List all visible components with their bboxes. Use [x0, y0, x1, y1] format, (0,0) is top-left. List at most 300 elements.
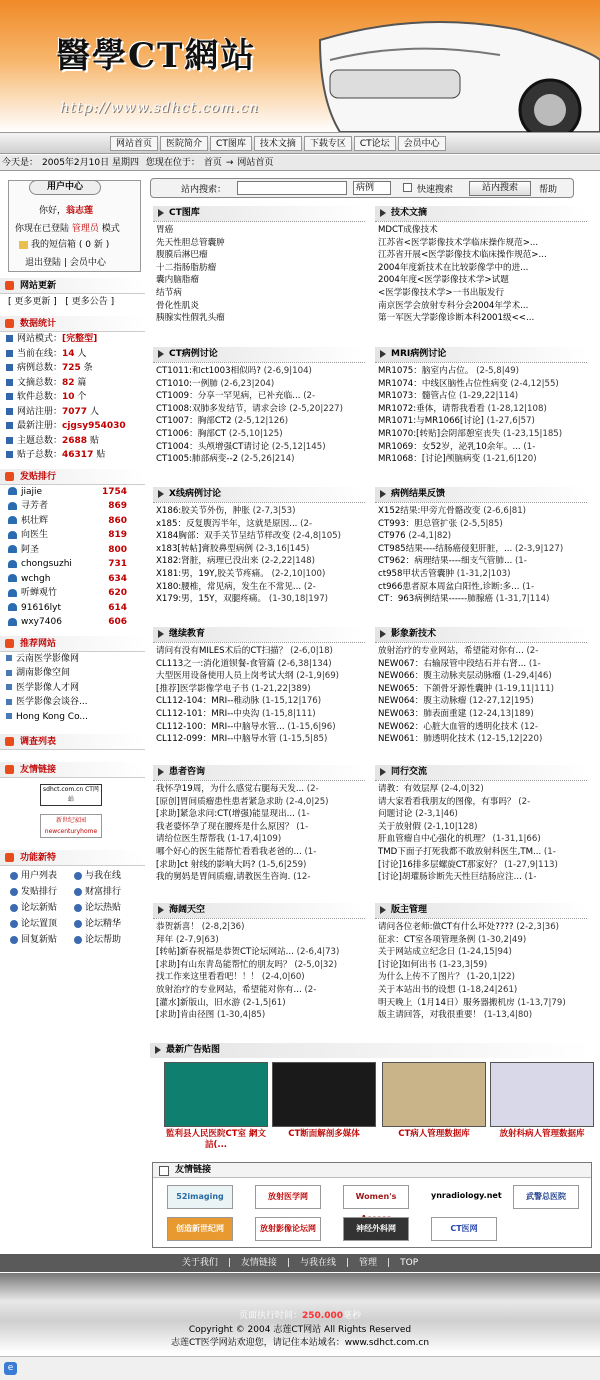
panel-item[interactable]: [153, 237, 365, 250]
panel-item-title[interactable]: CT976: [378, 531, 406, 542]
ad-thumbnail[interactable]: [272, 1062, 376, 1127]
panel-item-title[interactable]: CT1011:和ct1003相似吗?: [156, 366, 261, 376]
panel-item[interactable]: [153, 783, 365, 796]
panel-item[interactable]: [375, 441, 587, 454]
panel-item-title[interactable]: 囊内脑脂瘤: [156, 275, 199, 286]
panel-item[interactable]: [153, 821, 365, 834]
panel-item[interactable]: [375, 530, 587, 543]
ad-item[interactable]: [382, 1062, 486, 1140]
panel-title[interactable]: X线病例讨论: [153, 487, 365, 502]
panel-item-title[interactable]: MR1075：脑室内占位。: [378, 366, 474, 376]
panel-item[interactable]: [153, 249, 365, 262]
panel-item-title[interactable]: CL112-099：MRI--中脑导水管: [156, 734, 277, 745]
panel-item[interactable]: [375, 921, 587, 934]
panel-item-title[interactable]: 为什么上传不了图片？: [378, 972, 464, 983]
panel-title[interactable]: 同行交流: [375, 765, 587, 780]
panel-item-title[interactable]: CT1006：胸部CT: [156, 428, 227, 439]
panel-item[interactable]: [153, 530, 365, 543]
panel-item[interactable]: [153, 555, 365, 568]
panel-item-title[interactable]: 征求：CT室各项管理条例: [378, 934, 476, 945]
panel-item[interactable]: [375, 428, 587, 441]
ranking-user[interactable]: 枳壮辉: [21, 515, 49, 526]
panel-item[interactable]: [153, 365, 365, 378]
panel-item-title[interactable]: 关于放射假: [378, 821, 421, 832]
panel-item[interactable]: [375, 846, 587, 859]
forum-link-text[interactable]: 论坛置顶: [21, 919, 58, 929]
panel-item-title[interactable]: 问题讨论: [378, 809, 413, 820]
panel-item[interactable]: [153, 312, 365, 325]
panel-item-title[interactable]: X181:男，19Y,胶关节疼痛。: [156, 568, 269, 579]
panel-item[interactable]: [153, 984, 365, 997]
panel-item-title[interactable]: 江苏省<医学影像技术学临床操作规范>...: [378, 237, 539, 248]
panel-item[interactable]: [153, 274, 365, 287]
panel-title[interactable]: 继续教育: [153, 627, 365, 642]
panel-item-title[interactable]: 关于网站成立纪念日: [378, 947, 456, 958]
panel-item[interactable]: [375, 505, 587, 518]
panel-item-title[interactable]: 第一军医大学影像诊断本科2001级<<...: [378, 313, 535, 324]
panel-item-title[interactable]: X182:肾脏，病理已没出来: [156, 556, 259, 567]
nav-member[interactable]: 会员中心: [398, 136, 446, 151]
forum-link-text[interactable]: 论坛帮助: [85, 935, 122, 945]
panel-item[interactable]: [375, 670, 587, 683]
panel-item-title[interactable]: NEW067：右输尿管中段结石并右肾...: [378, 658, 527, 669]
panel-item[interactable]: [153, 946, 365, 959]
panel-title[interactable]: 海阔天空: [153, 903, 365, 918]
recommend-link-text[interactable]: 医学影像会谈谷...: [16, 697, 88, 707]
panel-item[interactable]: [375, 695, 587, 708]
friend-logo[interactable]: 创造新世纪网: [167, 1217, 233, 1241]
forum-link[interactable]: [10, 932, 74, 948]
panel-item[interactable]: [375, 390, 587, 403]
panel-item[interactable]: [153, 695, 365, 708]
panel-item-title[interactable]: 骨化性肌炎: [156, 300, 199, 311]
ranking-row[interactable]: [0, 485, 145, 500]
ranking-row[interactable]: [0, 572, 145, 587]
footer-admin-link[interactable]: 管理: [359, 1258, 378, 1268]
panel-item[interactable]: [375, 683, 587, 696]
panel-item[interactable]: [375, 645, 587, 658]
forum-link[interactable]: [74, 884, 138, 900]
friend-logo[interactable]: 放射影像论坛网: [255, 1217, 321, 1241]
panel-item[interactable]: [375, 543, 587, 556]
panel-item-title[interactable]: 南京医学会放射专科分会2004年学术...: [378, 300, 529, 311]
panel-item-title[interactable]: 请大家看看我朋友的图像，有事吗？: [378, 796, 516, 807]
panel-item-title[interactable]: 十二指肠脂肪瘤: [156, 262, 217, 273]
panel-item-title[interactable]: 2004年度新技术在比较影像学中的进...: [378, 262, 529, 273]
logout-link[interactable]: 退出登陆: [25, 258, 62, 268]
panel-item-title[interactable]: 找工作来这里看看吧！！！: [156, 972, 260, 983]
ad-item[interactable]: [272, 1062, 376, 1140]
panel-item[interactable]: [375, 518, 587, 531]
panel-item-title[interactable]: NEW061：肺透明化技术: [378, 734, 475, 745]
panel-item-title[interactable]: 2004年度<医学影像技术学>试题: [378, 275, 509, 286]
panel-item[interactable]: [153, 224, 365, 237]
forum-link[interactable]: [74, 932, 138, 948]
panel-item[interactable]: [153, 833, 365, 846]
panel-item-title[interactable]: MR1074：中线区脑性占位性病变: [378, 378, 508, 389]
nav-hospital[interactable]: 医院简介: [160, 136, 208, 151]
panel-title[interactable]: 技术文摘: [375, 206, 587, 221]
panel-item[interactable]: [153, 846, 365, 859]
panel-item[interactable]: [375, 274, 587, 287]
panel-item[interactable]: [153, 262, 365, 275]
panel-item[interactable]: [153, 1009, 365, 1022]
panel-item-title[interactable]: X179:男，15Y，双腿疼痛。: [156, 594, 267, 605]
panel-item[interactable]: [375, 378, 587, 391]
panel-item[interactable]: [375, 934, 587, 947]
forum-link[interactable]: [10, 868, 74, 884]
panel-item-title[interactable]: 放射治疗的专业网站，希望能对你有...: [156, 984, 302, 995]
panel-title[interactable]: 版主管理: [375, 903, 587, 918]
panel-item-title[interactable]: CT：963病例结果------肺腺癌: [378, 594, 494, 605]
panel-item-title[interactable]: NEW066：腹主动脉夹层动脉瘤: [378, 671, 501, 682]
panel-item-title[interactable]: 腹膜后淋巴瘤: [156, 250, 208, 261]
ad-thumbnail[interactable]: [164, 1062, 268, 1127]
panel-item-title[interactable]: X184胸部：双手关节呈结节样改变: [156, 531, 291, 542]
forum-link-text[interactable]: 论坛精华: [85, 919, 122, 929]
panel-item[interactable]: [375, 997, 587, 1010]
panel-item-title[interactable]: 恭贺新喜！: [156, 922, 199, 932]
panel-item-title[interactable]: 放射治疗的专业网站，希望能对你有...: [378, 646, 524, 656]
panel-item[interactable]: [375, 453, 587, 466]
panel-item[interactable]: [153, 453, 365, 466]
panel-item-title[interactable]: 请给位医生帮帮我: [156, 834, 225, 845]
panel-item[interactable]: [153, 581, 365, 594]
recommend-link[interactable]: [0, 666, 145, 681]
panel-item-title[interactable]: 先天性胆总管囊肿: [156, 237, 225, 248]
panel-item-title[interactable]: 拜年: [156, 934, 174, 945]
panel-item-title[interactable]: CT1007：胸部CT2: [156, 416, 232, 427]
ranking-row[interactable]: [0, 543, 145, 558]
forum-link[interactable]: [10, 900, 74, 916]
ranking-row[interactable]: [0, 586, 145, 601]
ranking-user[interactable]: 阿圣: [21, 544, 40, 555]
panel-item-title[interactable]: ct958甲状舌管囊肿: [378, 568, 455, 579]
breadcrumb-home[interactable]: 首页: [203, 158, 222, 168]
panel-item[interactable]: [153, 415, 365, 428]
panel-item-title[interactable]: [灌水]新版山，旧水游: [156, 997, 241, 1008]
forum-link-text[interactable]: 发贴排行: [21, 887, 58, 897]
panel-item[interactable]: [375, 796, 587, 809]
panel-item[interactable]: [375, 859, 587, 872]
panel-item-title[interactable]: 大型医用设备使用人员上岗考试大纲: [156, 671, 294, 682]
recommend-link[interactable]: [0, 681, 145, 696]
panel-item-title[interactable]: 我怀孕19周，为什么感觉右腿每天发...: [156, 784, 305, 794]
panel-item-title[interactable]: 关于本站出书的设想: [378, 984, 456, 995]
forum-link[interactable]: [74, 900, 138, 916]
panel-item[interactable]: [375, 658, 587, 671]
search-button[interactable]: 站内搜索: [469, 181, 531, 196]
forum-link-text[interactable]: 论坛热贴: [85, 903, 122, 913]
panel-item-title[interactable]: CT1010:一例肺: [156, 378, 218, 389]
footer-about-link[interactable]: 关于我们: [181, 1258, 218, 1268]
panel-item[interactable]: [375, 581, 587, 594]
panel-item-title[interactable]: MDCT成像技术: [378, 225, 438, 235]
panel-item-title[interactable]: 我的舅妈是胃间质瘤,请教医生咨询.: [156, 872, 291, 883]
panel-item-title[interactable]: CT962：病理结果----细支气管肺...: [378, 556, 513, 567]
more-notices-link[interactable]: [ 更多公告 ]: [65, 297, 115, 307]
panel-item[interactable]: [153, 390, 365, 403]
survey-header[interactable]: 调查列表: [0, 734, 145, 750]
panel-item[interactable]: [153, 959, 365, 972]
panel-item-title[interactable]: 请问各位老师:做CT有什么坏处????: [378, 922, 514, 932]
panel-item-title[interactable]: X180:腰椎，常见病，发生在不常见...: [156, 581, 302, 592]
ranking-user[interactable]: 向医生: [21, 530, 49, 540]
panel-item-title[interactable]: 版主请回答，对我很重要！: [378, 1010, 482, 1021]
panel-title[interactable]: CT病例讨论: [153, 347, 365, 362]
panel-item[interactable]: [153, 300, 365, 313]
panel-item[interactable]: [153, 518, 365, 531]
panel-item[interactable]: [375, 821, 587, 834]
panel-item[interactable]: [153, 593, 365, 606]
ranking-user[interactable]: 听蝉观竹: [21, 588, 58, 598]
friend-logo-sdhct[interactable]: [40, 784, 102, 806]
panel-item-title[interactable]: CL112-104：MRI--稚动脉: [156, 696, 260, 707]
nav-download[interactable]: 下载专区: [304, 136, 352, 151]
panel-title[interactable]: 患者咨询: [153, 765, 365, 780]
search-help-link[interactable]: 帮助: [539, 185, 558, 195]
recommend-link-text[interactable]: 云南医学影像网: [16, 653, 80, 664]
panel-item-title[interactable]: 请问有没有MILES术后的CT扫描？: [156, 646, 288, 656]
panel-item-title[interactable]: 哪个好心的医生能帮忙看看我老爸的...: [156, 846, 302, 857]
panel-item[interactable]: [153, 997, 365, 1010]
footer-top-link[interactable]: TOP: [400, 1258, 419, 1268]
panel-item-title[interactable]: 胃癌: [156, 225, 174, 235]
panel-item[interactable]: [375, 733, 587, 746]
panel-item[interactable]: [375, 871, 587, 884]
panel-item[interactable]: [153, 403, 365, 416]
member-center-link[interactable]: 会员中心: [69, 258, 106, 268]
panel-item[interactable]: [153, 721, 365, 734]
panel-item[interactable]: [375, 783, 587, 796]
ranking-user[interactable]: 寻芳者: [21, 501, 49, 511]
panel-item[interactable]: [153, 568, 365, 581]
panel-item[interactable]: [153, 971, 365, 984]
panel-item-title[interactable]: NEW062：心脏大血管的透明化技术: [378, 721, 518, 732]
forum-link[interactable]: [10, 916, 74, 932]
panel-item[interactable]: [375, 708, 587, 721]
panel-item-title[interactable]: [求助]ct 射线的影响大吗?: [156, 859, 256, 870]
forum-link-text[interactable]: 论坛新贴: [21, 903, 58, 913]
panel-item[interactable]: [375, 971, 587, 984]
panel-item[interactable]: [153, 859, 365, 872]
ad-caption[interactable]: CT断面解剖多媒体: [288, 1129, 360, 1139]
panel-item[interactable]: [153, 733, 365, 746]
ranking-row[interactable]: [0, 601, 145, 616]
panel-item[interactable]: [375, 568, 587, 581]
panel-item[interactable]: [375, 237, 587, 250]
panel-title[interactable]: MRI病例讨论: [375, 347, 587, 362]
panel-item-title[interactable]: MR1072:垂体，请帮我看看: [378, 403, 485, 414]
ranking-user[interactable]: jiajie: [21, 486, 43, 497]
panel-item-title[interactable]: CT985结果----结肠癌侵犯肝脏，...: [378, 543, 513, 554]
panel-item[interactable]: [375, 365, 587, 378]
panel-item-title[interactable]: [求助]紧急求问:CT(增强)能显现出...: [156, 809, 295, 820]
panel-item-title[interactable]: CT1004：头颅增强CT请讨论: [156, 441, 270, 452]
ad-caption[interactable]: 監利县人民医院CT室 網文詰(...: [166, 1129, 266, 1150]
panel-item-title[interactable]: NEW064：腹主动脉瘤: [378, 696, 467, 707]
panel-item-title[interactable]: NEW063：肺表面重建: [378, 708, 467, 719]
fast-search-checkbox[interactable]: [403, 183, 412, 192]
panel-item-title[interactable]: CL112-100：MRI--中脑导水管...: [156, 721, 285, 732]
panel-item[interactable]: [375, 1009, 587, 1022]
ad-caption[interactable]: 放射科病人管理数据库: [499, 1129, 585, 1139]
forum-link[interactable]: [74, 916, 138, 932]
panel-item-title[interactable]: MR1068：[讨论]颅脑病变: [378, 454, 481, 465]
panel-item[interactable]: [153, 708, 365, 721]
panel-item-title[interactable]: 江苏省开展<医学影像技术临床操作规范>...: [378, 250, 547, 261]
ranking-user[interactable]: chongsuzhi: [21, 559, 72, 569]
panel-item[interactable]: [153, 505, 365, 518]
ad-thumbnail[interactable]: [382, 1062, 486, 1127]
panel-item-title[interactable]: 我老婆怀孕了现在腰疼是什么原因？: [156, 821, 294, 832]
panel-item[interactable]: [153, 796, 365, 809]
panel-item[interactable]: [153, 871, 365, 884]
ranking-row[interactable]: [0, 528, 145, 543]
nav-home[interactable]: 网站首页: [110, 136, 158, 151]
panel-item-title[interactable]: CT1009：分享一罕见病，已补充临...: [156, 391, 301, 402]
panel-item-title[interactable]: ct966患者原本周盆白阳性,诊断:多...: [378, 581, 520, 592]
panel-item[interactable]: [375, 593, 587, 606]
panel-item[interactable]: [153, 808, 365, 821]
ad-caption[interactable]: CT病人管理数据库: [398, 1129, 470, 1139]
panel-item[interactable]: [375, 721, 587, 734]
forum-link-text[interactable]: 财富排行: [85, 887, 122, 897]
panel-item-title[interactable]: 肝血管瘤自中心强化的机理？: [378, 834, 490, 845]
ad-thumbnail[interactable]: [490, 1062, 594, 1127]
friend-logo-newcentury[interactable]: [40, 814, 102, 838]
panel-item-title[interactable]: [求助]肯由径图: [156, 1010, 215, 1021]
username[interactable]: 翁志莲: [66, 206, 94, 216]
panel-item[interactable]: [375, 555, 587, 568]
panel-item[interactable]: [153, 543, 365, 556]
panel-item[interactable]: [375, 415, 587, 428]
panel-item-title[interactable]: MR1071:与MR1066[讨论]: [378, 416, 484, 427]
panel-item-title[interactable]: 明天晚上（1月14日）服务器搬机房: [378, 997, 515, 1008]
recommend-link-text[interactable]: 湖南影像空间: [16, 668, 71, 678]
recommend-link[interactable]: [0, 695, 145, 710]
panel-item-title[interactable]: [讨论]胡瓘肠诊断先天性巨结肠应注...: [378, 872, 522, 883]
panel-item[interactable]: [375, 959, 587, 972]
forum-link-text[interactable]: 回复新贴: [21, 935, 58, 945]
forum-link-text[interactable]: 用户列表: [21, 871, 58, 881]
panel-item[interactable]: [153, 287, 365, 300]
forum-link[interactable]: [74, 868, 138, 884]
ranking-row[interactable]: [0, 514, 145, 529]
panel-item[interactable]: [375, 300, 587, 313]
recommend-link-text[interactable]: Hong Kong Co...: [16, 711, 89, 722]
panel-item-title[interactable]: [求助]有山东青岛能帮忙的朋友吗？: [156, 959, 292, 970]
forum-link[interactable]: [10, 884, 74, 900]
panel-item-title[interactable]: x183[转帖]膏胶鼻型病例: [156, 543, 253, 554]
panel-item[interactable]: [153, 645, 365, 658]
nav-forum[interactable]: CT论坛: [354, 136, 396, 151]
panel-item-title[interactable]: [推荐]医学影像学电子书: [156, 683, 249, 694]
panel-item-title[interactable]: CL113之一:消化道钡餐-食管篇: [156, 658, 276, 669]
panel-item-title[interactable]: X152结果:甲旁亢骨骼改变: [378, 506, 481, 516]
friend-logo[interactable]: Women's: [343, 1185, 409, 1209]
ranking-row[interactable]: [0, 557, 145, 572]
panel-title[interactable]: 病例结果反馈: [375, 487, 587, 502]
search-input[interactable]: [237, 181, 347, 195]
panel-item[interactable]: [375, 808, 587, 821]
recommend-link[interactable]: [0, 710, 145, 725]
recommend-link-text[interactable]: 医学影像人才网: [16, 682, 80, 693]
panel-item-title[interactable]: X186:胶关节外伤，肿胀: [156, 506, 250, 516]
ranking-user[interactable]: wchgh: [21, 573, 51, 584]
ranking-row[interactable]: [0, 615, 145, 630]
panel-item[interactable]: [375, 262, 587, 275]
panel-item-title[interactable]: 请教：有效层厚: [378, 784, 439, 794]
panel-title[interactable]: CT图库: [153, 206, 365, 221]
panel-item[interactable]: [153, 921, 365, 934]
panel-item-title[interactable]: 胰腺实性假乳头瘤: [156, 313, 225, 324]
panel-item-title[interactable]: <医学影像技术学>一书出版发行: [378, 287, 505, 298]
panel-item-title[interactable]: x185：反复腹泻半年，这就是原因...: [156, 518, 298, 529]
panel-item[interactable]: [153, 683, 365, 696]
panel-item[interactable]: [153, 428, 365, 441]
friend-logo[interactable]: 武警总医院: [513, 1185, 579, 1209]
ranking-user[interactable]: 91616lyt: [21, 602, 61, 613]
footer-online-link[interactable]: 与我在线: [299, 1258, 336, 1268]
panel-item[interactable]: [153, 441, 365, 454]
nav-tech[interactable]: 技术文摘: [254, 136, 302, 151]
friend-logo[interactable]: 神经外科网: [343, 1217, 409, 1241]
ad-item[interactable]: [490, 1062, 594, 1140]
panel-item[interactable]: [375, 224, 587, 237]
ranking-row[interactable]: [0, 499, 145, 514]
panel-item[interactable]: [153, 658, 365, 671]
panel-item-title[interactable]: [原创]胃间质瘤患性患者紧急求助: [156, 796, 284, 807]
panel-item[interactable]: [375, 287, 587, 300]
ad-item[interactable]: [164, 1062, 268, 1151]
nav-ct-gallery[interactable]: CT图库: [210, 136, 252, 151]
friend-logo[interactable]: 放射医学网: [255, 1185, 321, 1209]
footer-links-link[interactable]: 友情链接: [240, 1258, 277, 1268]
panel-item[interactable]: [375, 946, 587, 959]
friend-logo[interactable]: ynradiology.net: [431, 1185, 493, 1209]
panel-item-title[interactable]: NEW065：下颌骨牙源性囊肿: [378, 683, 493, 694]
panel-item[interactable]: [375, 403, 587, 416]
friend-logo[interactable]: 52imaging: [167, 1185, 233, 1209]
panel-item-title[interactable]: TMD下面子打死我都不敢放射科医生,TM...: [378, 846, 542, 857]
panel-item-title[interactable]: [讨论]如何出书: [378, 959, 437, 970]
panel-item[interactable]: [375, 833, 587, 846]
friend-logo[interactable]: CT医网: [431, 1217, 497, 1241]
panel-item-title[interactable]: MR1070:[转贴]会阴部憩室丧失: [378, 428, 501, 439]
panel-item[interactable]: [153, 378, 365, 391]
panel-item-title[interactable]: CT1008:双肺多发结节，请求会诊: [156, 403, 287, 414]
search-type-select[interactable]: 病例: [353, 181, 391, 195]
panel-item-title[interactable]: [讨论]16排多层螺旋CT那家好？: [378, 859, 502, 870]
more-updates-link[interactable]: [ 更多更新 ]: [8, 297, 57, 307]
ranking-user[interactable]: wxy7406: [21, 617, 62, 627]
panel-item-title[interactable]: CL112-101：MRI--中央沟: [156, 708, 260, 719]
panel-item-title[interactable]: MR1073：髓管占位: [378, 391, 457, 402]
panel-item[interactable]: [375, 312, 587, 325]
panel-item-title[interactable]: [转帖]新春祝福是恭贺CT论坛网站...: [156, 947, 294, 958]
panel-item-title[interactable]: 结节病: [156, 287, 182, 298]
panel-item[interactable]: [153, 934, 365, 947]
panel-title[interactable]: 影象新技术: [375, 627, 587, 642]
panel-item[interactable]: [375, 249, 587, 262]
panel-item[interactable]: [375, 984, 587, 997]
mailbox-link[interactable]: 我的短信箱: [31, 240, 77, 250]
forum-link-text[interactable]: 与我在线: [85, 871, 122, 881]
site-logo[interactable]: 醫學CT網站: [56, 36, 257, 76]
panel-item-title[interactable]: CT993：胆总管扩张: [378, 518, 458, 529]
panel-item-title[interactable]: CT1005:肺部病变--2: [156, 454, 239, 465]
